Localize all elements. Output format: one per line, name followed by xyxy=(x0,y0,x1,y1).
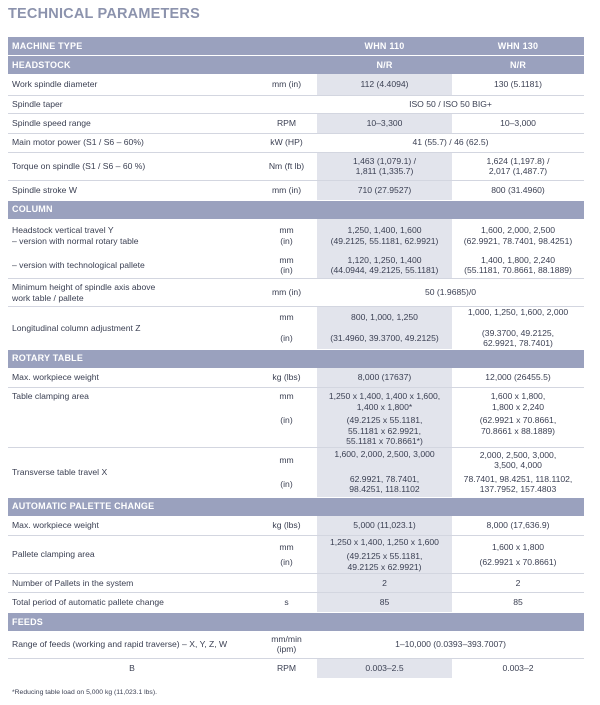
row-unit: kW (HP) xyxy=(256,133,317,152)
row-label: Max. workpiece weight xyxy=(12,372,99,382)
row-unit: kg (lbs) xyxy=(272,372,301,382)
value-b: 0.003–2 xyxy=(452,658,584,678)
row-change-period xyxy=(8,593,584,613)
row-label: B xyxy=(8,658,256,678)
row-unit: mm (in) xyxy=(256,307,317,350)
value-b: 1,000, 1,250, 1,600, 2,000 (39.3700, 49.2125, 62.9921, 78.7401) xyxy=(452,307,584,350)
row-pallete-version xyxy=(8,253,584,279)
row-label: Longitudinal column adjustment Z xyxy=(8,307,256,350)
value-b: 1,400, 1,800, 2,240 (55.1181, 70.8661, 88.1889) xyxy=(464,254,572,276)
row-unit: RPM xyxy=(256,113,317,133)
row-feed-range xyxy=(8,631,584,658)
value-a: 85 xyxy=(317,593,452,613)
value-b: 800 (31.4960) xyxy=(452,180,584,200)
row-label: Number of Pallets in the system xyxy=(8,574,256,593)
row-unit: mm (in) xyxy=(279,254,294,276)
headstock-b: N/R xyxy=(452,56,584,75)
row-unit: mm/min (ipm) xyxy=(271,633,302,655)
row-label: Max. workpiece weight xyxy=(12,520,99,530)
row-pallete-clamping xyxy=(8,536,584,574)
row-unit: mm (in) xyxy=(271,79,302,89)
value-a: 1,250 x 1,400, 1,250 x 1,600 (49.2125 x 55.1181, 49.2125 x 62.9921) xyxy=(317,536,452,574)
machine-type-label: MACHINE TYPE xyxy=(8,37,317,56)
page-title: TECHNICAL PARAMETERS xyxy=(8,6,200,22)
value-b: 2,000, 2,500, 3,000, 3,500, 4,000 78.7401, 98.4251, 118.1102, 137.7952, 157.4803 xyxy=(452,447,584,497)
value-a: 8,000 (17637) xyxy=(317,368,452,388)
row-unit: mm (in) xyxy=(256,447,317,497)
value-b: 85 xyxy=(452,593,584,613)
row-label: Minimum height of spindle axis above work table / pallete xyxy=(8,279,256,307)
row-unit: mm (in) xyxy=(256,279,317,307)
rotary-table-header xyxy=(8,349,584,368)
value-b: 10–3,000 xyxy=(452,113,584,133)
row-feed-b xyxy=(8,658,584,678)
value-a: 1,250 x 1,400, 1,400 x 1,600, 1,400 x 1,800* (49.2125 x 55.1181, 55.1181 x 62.9921, 55.1181 x 70.8661*) xyxy=(317,388,452,448)
headstock-header xyxy=(8,56,584,75)
row-label: Spindle speed range xyxy=(8,113,256,133)
parameters-table xyxy=(8,36,584,678)
row-unit: mm (in) xyxy=(256,180,317,200)
machine-type-header xyxy=(8,37,584,56)
value-b: 12,000 (26455.5) xyxy=(485,372,551,382)
row-unit: mm (in) xyxy=(256,388,317,448)
row-label: Main motor power (S1 / S6 – 60%) xyxy=(8,133,256,152)
row-travel-y xyxy=(8,219,584,253)
value-a: 1,250, 1,400, 1,600 (49.2125, 55.1181, 62.9921) xyxy=(317,219,452,253)
row-label: Transverse table travel X xyxy=(8,447,256,497)
value-shared: 50 (1.9685)/0 xyxy=(317,279,584,307)
row-label: Range of feeds (working and rapid traverse) – X, Y, Z, W xyxy=(12,639,228,649)
row-label: Spindle stroke W xyxy=(8,180,256,200)
column-header xyxy=(8,200,584,219)
value-shared: 1–10,000 (0.0393–393.7007) xyxy=(395,639,506,649)
row-table-clamping xyxy=(8,388,584,448)
value-b: 1,600 x 1,800 (62.9921 x 70.8661) xyxy=(452,536,584,574)
value-b: 1,600 x 1,800, 1,800 x 2,240 (62.9921 x 70.8661, 70.8661 x 88.1889) xyxy=(452,388,584,448)
model-b-label: WHN 130 xyxy=(452,37,584,56)
value-a: 112 (4.4094) xyxy=(317,74,452,95)
row-torque xyxy=(8,152,584,180)
value-a: 800, 1,000, 1,250 (31.4960, 39.3700, 49.2125) xyxy=(317,307,452,350)
model-a-label: WHN 110 xyxy=(317,37,452,56)
section-title: COLUMN xyxy=(8,200,584,219)
value-a: 1,600, 2,000, 2,500, 3,000 62.9921, 78.7401, 98.4251, 118.1102 xyxy=(317,447,452,497)
row-unit: s xyxy=(256,593,317,613)
footnote: *Reducing table load on 5,000 kg (11,023.1 lbs). xyxy=(12,689,157,696)
row-unit: mm (in) xyxy=(256,536,317,574)
row-spindle-speed xyxy=(8,113,584,133)
row-min-height xyxy=(8,279,584,307)
row-rotary-weight xyxy=(8,368,584,388)
feeds-header xyxy=(8,613,584,632)
value-a: 2 xyxy=(317,574,452,593)
row-label: Torque on spindle (S1 / S6 – 60 %) xyxy=(8,152,256,180)
value-a: 1,463 (1,079.1) / 1,811 (1,335.7) xyxy=(317,152,452,180)
value-shared: ISO 50 / ISO 50 BIG+ xyxy=(317,95,584,113)
value-a: 0.003–2.5 xyxy=(317,658,452,678)
row-label: Total period of automatic pallete change xyxy=(8,593,256,613)
value-b: 2 xyxy=(452,574,584,593)
value-b: 130 (5.1181) xyxy=(493,79,543,89)
row-motor-power xyxy=(8,133,584,152)
row-unit: Nm (ft lb) xyxy=(256,152,317,180)
value-b: 1,600, 2,000, 2,500 (62.9921, 78.7401, 98.4251) xyxy=(463,225,573,246)
value-a: 10–3,300 xyxy=(317,113,452,133)
row-label: Headstock vertical travel Y – version with normal rotary table xyxy=(12,225,139,246)
section-title: ROTARY TABLE xyxy=(8,349,584,368)
row-palette-weight xyxy=(8,516,584,536)
row-label: Pallete clamping area xyxy=(8,536,256,574)
row-spindle-diameter xyxy=(8,74,584,95)
section-title: AUTOMATIC PALETTE CHANGE xyxy=(8,497,584,516)
row-spindle-stroke xyxy=(8,180,584,200)
value-a: 710 (27.9527) xyxy=(317,180,452,200)
value-shared: 41 (55.7) / 46 (62.5) xyxy=(317,133,584,152)
row-label: Spindle taper xyxy=(8,95,256,113)
row-unit: mm (in) xyxy=(279,225,294,246)
headstock-a: N/R xyxy=(317,56,452,75)
palette-change-header xyxy=(8,497,584,516)
row-label: Work spindle diameter xyxy=(12,79,98,89)
value-a: 5,000 (11,023.1) xyxy=(317,516,452,536)
value-b: 8,000 (17,636.9) xyxy=(486,520,550,530)
section-title: HEADSTOCK xyxy=(8,56,317,75)
row-label: Table clamping area xyxy=(8,388,256,448)
row-spindle-taper xyxy=(8,95,584,113)
row-label: – version with technological pallete xyxy=(12,260,145,270)
value-b: 1,624 (1,197.8) / 2,017 (1,487.7) xyxy=(452,152,584,180)
row-unit: RPM xyxy=(256,658,317,678)
section-title: FEEDS xyxy=(8,613,584,632)
row-adjust-z xyxy=(8,307,584,350)
row-travel-x xyxy=(8,447,584,497)
value-a: 1,120, 1,250, 1,400 (44.0944, 49.2125, 55.1181) xyxy=(317,253,452,279)
row-unit: kg (lbs) xyxy=(272,520,301,530)
row-pallet-count xyxy=(8,574,584,593)
